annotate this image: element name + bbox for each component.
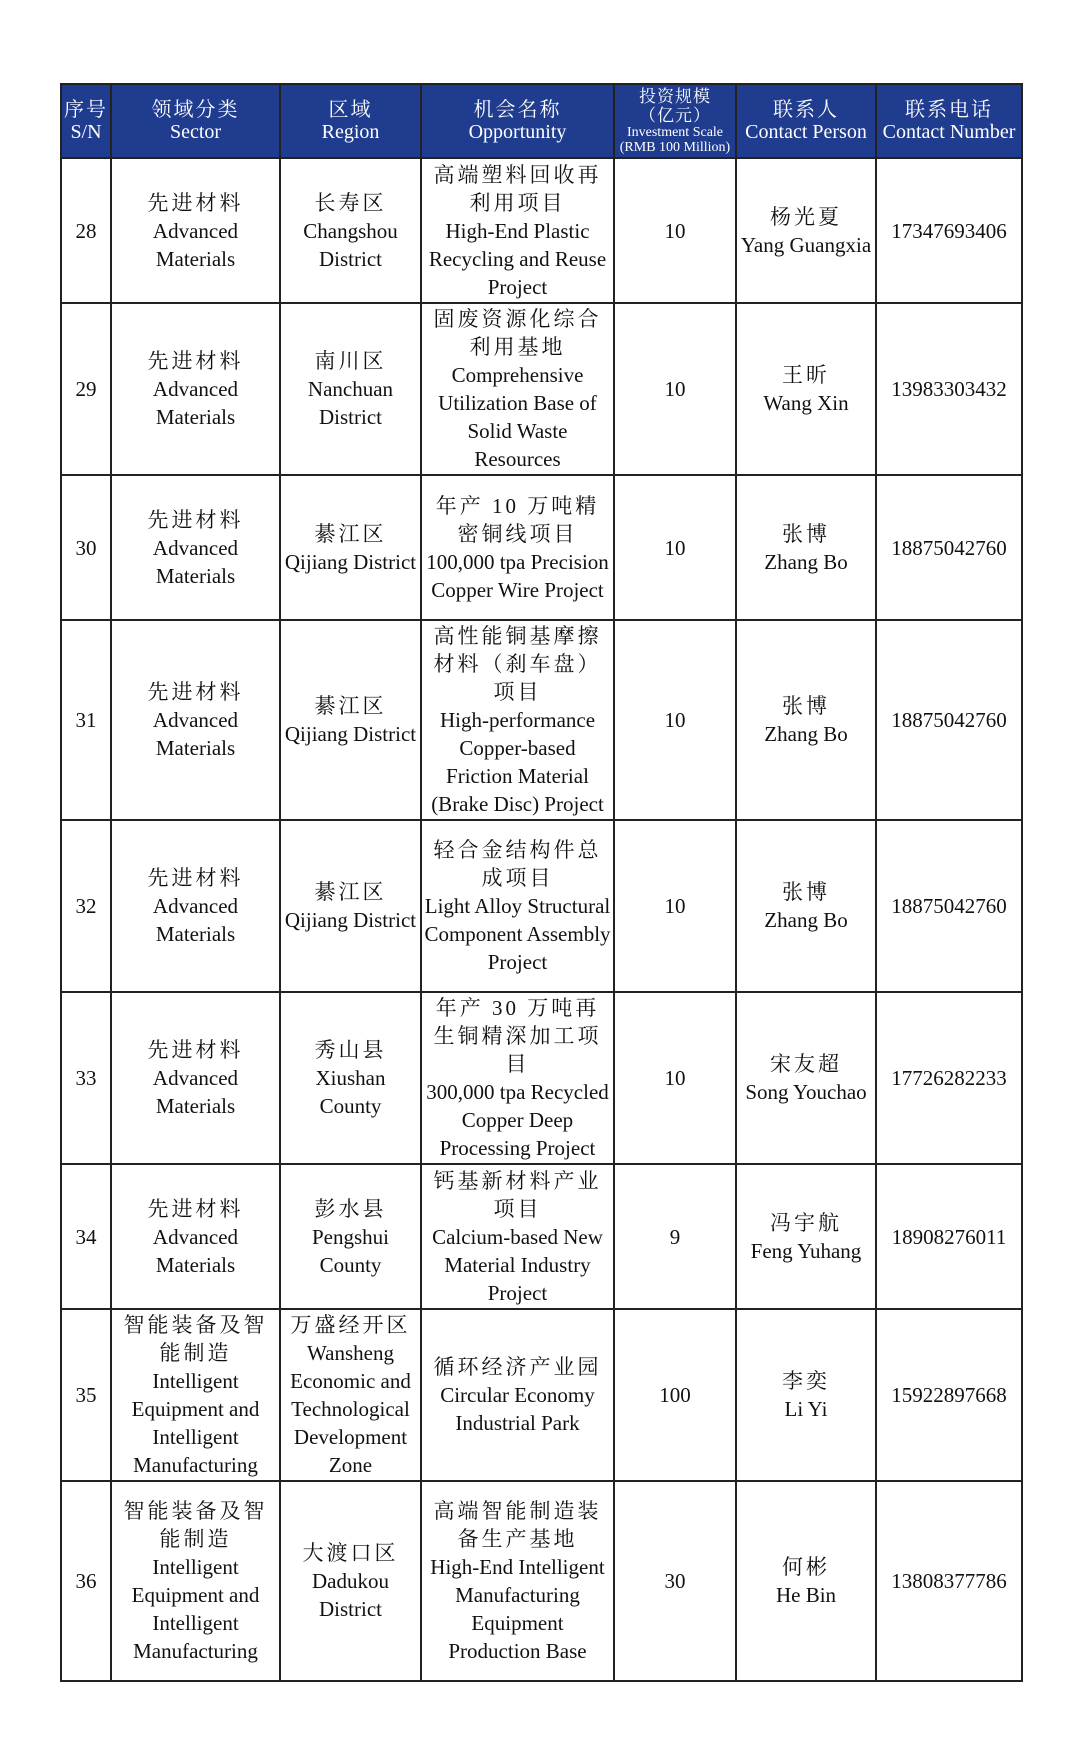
contact-zh: 张博 — [782, 694, 830, 718]
sn-value: 33 — [75, 1066, 97, 1090]
phone-value: 13983303432 — [891, 377, 1007, 401]
cell-sector — [111, 620, 280, 820]
cell-scale — [614, 1481, 736, 1681]
sector-zh: 先进材料 — [147, 1038, 244, 1062]
cell-sector — [111, 1309, 280, 1481]
cell-region — [280, 1309, 421, 1481]
sector-zh: 先进材料 — [147, 190, 244, 215]
cell-phone — [876, 620, 1022, 820]
opportunity-en: High-End Plastic Recycling and Reuse Project — [428, 218, 607, 299]
scale-value: 10 — [664, 708, 686, 732]
phone-value: 13808377786 — [891, 1569, 1007, 1593]
contact-zh: 宋友超 — [770, 1052, 842, 1076]
header-phone-en: Contact Number — [882, 121, 1016, 143]
cell-region — [280, 820, 421, 992]
header-scale-zh2: （亿元） — [639, 106, 711, 125]
header-contact-zh: 联系人 — [773, 99, 839, 121]
opportunity-en: Light Alloy Structural Component Assembly Project — [424, 894, 611, 974]
header-scale-en1: Investment Scale — [626, 125, 724, 140]
cell-sn — [61, 1309, 111, 1481]
header-opportunity — [421, 84, 614, 158]
cell-opportunity — [421, 620, 614, 820]
region-en: Qijiang District — [284, 549, 417, 574]
cell-opportunity — [421, 992, 614, 1164]
cell-phone — [876, 158, 1022, 303]
cell-sector — [111, 475, 280, 620]
sector-en: Advanced Materials — [152, 1224, 239, 1277]
header-region-zh: 区域 — [328, 99, 373, 121]
phone-value: 17726282233 — [891, 1066, 1007, 1090]
header-phone — [876, 84, 1022, 158]
cell-sn — [61, 475, 111, 620]
region-zh: 彭水县 — [314, 1196, 387, 1221]
header-sector — [111, 84, 280, 158]
header-opportunity-en: Opportunity — [468, 121, 567, 143]
cell-scale — [614, 1309, 736, 1481]
sector-zh: 智能装备及智能制造 — [123, 1313, 268, 1365]
cell-region — [280, 475, 421, 620]
phone-value: 18875042760 — [891, 894, 1007, 918]
opportunity-en: High-performance Copper-based Friction Material (Brake Disc) Project — [431, 708, 604, 816]
table-body — [61, 158, 1022, 1681]
contact-zh: 王昕 — [782, 363, 830, 387]
cell-sector — [111, 1481, 280, 1681]
sn-value: 35 — [75, 1383, 97, 1407]
cell-phone — [876, 1309, 1022, 1481]
header-region — [280, 84, 421, 158]
phone-value: 15922897668 — [891, 1383, 1007, 1407]
cell-region — [280, 158, 421, 303]
scale-value: 9 — [669, 1224, 681, 1249]
sn-value: 31 — [75, 708, 97, 732]
contact-zh: 冯宇航 — [770, 1210, 842, 1235]
opportunity-zh: 钙基新材料产业项目 — [433, 1168, 602, 1221]
investment-opportunities-table — [60, 83, 1023, 1682]
contact-zh: 杨光夏 — [770, 204, 842, 229]
sector-zh: 先进材料 — [147, 1196, 244, 1221]
cell-sn — [61, 1164, 111, 1309]
contact-zh: 张博 — [782, 521, 830, 546]
cell-opportunity — [421, 303, 614, 475]
sn-value: 36 — [75, 1569, 97, 1593]
sector-en: Advanced Materials — [152, 535, 239, 588]
sector-en: Intelligent Equipment and Intelligent Manufacturing — [131, 1555, 260, 1663]
investment-table-container — [60, 83, 1021, 1682]
opportunity-zh: 高端智能制造装备生产基地 — [433, 1499, 602, 1551]
cell-opportunity — [421, 1481, 614, 1681]
opportunity-en: High-End Intelligent Manufacturing Equipment Production Base — [430, 1555, 605, 1663]
opportunity-zh: 固废资源化综合利用基地 — [433, 307, 602, 359]
header-contact-en: Contact Person — [745, 121, 867, 143]
header-sector-zh: 领域分类 — [151, 99, 240, 121]
cell-contact — [736, 1481, 876, 1681]
cell-phone — [876, 475, 1022, 620]
region-zh: 綦江区 — [314, 880, 387, 904]
sector-zh: 先进材料 — [147, 680, 244, 704]
header-scale-en2: (RMB 100 Million) — [619, 140, 731, 155]
sector-en: Advanced Materials — [152, 894, 239, 946]
sector-zh: 智能装备及智能制造 — [123, 1499, 268, 1551]
contact-en: Zhang Bo — [764, 722, 848, 746]
cell-opportunity — [421, 158, 614, 303]
opportunity-zh: 高性能铜基摩擦材料（刹车盘）项目 — [433, 624, 602, 704]
scale-value: 10 — [664, 894, 686, 918]
cell-contact — [736, 620, 876, 820]
cell-region — [280, 992, 421, 1164]
header-sn-zh: 序号 — [64, 99, 108, 121]
cell-region — [280, 1164, 421, 1309]
cell-sn — [61, 992, 111, 1164]
region-zh: 大渡口区 — [302, 1541, 399, 1565]
cell-opportunity — [421, 820, 614, 992]
opportunity-en: 300,000 tpa Recycled Copper Deep Processing Project — [426, 1080, 609, 1160]
header-row — [61, 84, 1022, 158]
contact-zh: 李奕 — [782, 1369, 830, 1393]
cell-sn — [61, 820, 111, 992]
opportunity-zh: 年产 10 万吨精密铜线项目 — [435, 493, 600, 546]
header-scale-zh1: 投资规模 — [639, 87, 711, 106]
scale-value: 10 — [664, 218, 686, 243]
region-zh: 万盛经开区 — [290, 1313, 411, 1337]
contact-zh: 张博 — [782, 880, 830, 904]
opportunity-zh: 循环经济产业园 — [433, 1355, 602, 1379]
region-en: Wansheng Economic and Technological Development Zone — [290, 1341, 411, 1477]
cell-contact — [736, 820, 876, 992]
region-en: Changshou District — [303, 218, 398, 271]
header-scale — [614, 84, 736, 158]
cell-contact — [736, 303, 876, 475]
cell-sn — [61, 620, 111, 820]
cell-scale — [614, 475, 736, 620]
cell-phone — [876, 1481, 1022, 1681]
sector-en: Advanced Materials — [152, 708, 239, 760]
phone-value: 18875042760 — [891, 708, 1007, 732]
cell-phone — [876, 1164, 1022, 1309]
cell-scale — [614, 820, 736, 992]
region-zh: 綦江区 — [314, 694, 387, 718]
contact-en: Li Yi — [784, 1397, 828, 1421]
cell-phone — [876, 303, 1022, 475]
table-row — [61, 303, 1022, 475]
opportunity-en: 100,000 tpa Precision Copper Wire Project — [426, 549, 609, 602]
cell-region — [280, 1481, 421, 1681]
region-en: Qijiang District — [284, 908, 417, 932]
cell-scale — [614, 620, 736, 820]
region-en: Qijiang District — [284, 722, 417, 746]
table-row — [61, 475, 1022, 620]
cell-sn — [61, 158, 111, 303]
cell-opportunity — [421, 1164, 614, 1309]
cell-sector — [111, 1164, 280, 1309]
table-header — [61, 84, 1022, 158]
scale-value: 100 — [659, 1383, 691, 1407]
sector-zh: 先进材料 — [147, 349, 244, 373]
opportunity-en: Calcium-based New Material Industry Project — [432, 1224, 603, 1305]
cell-opportunity — [421, 1309, 614, 1481]
contact-en: Song Youchao — [745, 1080, 867, 1104]
header-region-en: Region — [321, 121, 380, 143]
cell-contact — [736, 1164, 876, 1309]
header-sn — [61, 84, 111, 158]
phone-value: 18875042760 — [891, 535, 1007, 560]
region-zh: 秀山县 — [314, 1038, 387, 1062]
sector-en: Intelligent Equipment and Intelligent Manufacturing — [131, 1369, 260, 1477]
contact-en: Feng Yuhang — [750, 1238, 862, 1263]
region-zh: 南川区 — [314, 349, 387, 373]
sector-zh: 先进材料 — [147, 507, 244, 532]
sector-zh: 先进材料 — [147, 866, 244, 890]
table-row — [61, 1481, 1022, 1681]
table-row — [61, 620, 1022, 820]
cell-sector — [111, 820, 280, 992]
sn-value: 29 — [75, 377, 97, 401]
header-sector-en: Sector — [169, 121, 222, 143]
sector-en: Advanced Materials — [152, 377, 239, 429]
region-en: Pengshui County — [311, 1224, 389, 1277]
cell-sector — [111, 303, 280, 475]
opportunity-zh: 年产 30 万吨再生铜精深加工项目 — [433, 996, 602, 1076]
cell-contact — [736, 1309, 876, 1481]
sn-value: 30 — [75, 535, 97, 560]
header-contact — [736, 84, 876, 158]
phone-value: 18908276011 — [891, 1224, 1007, 1249]
header-sn-en: S/N — [70, 121, 102, 143]
cell-region — [280, 620, 421, 820]
opportunity-zh: 高端塑料回收再利用项目 — [433, 162, 602, 215]
opportunity-zh: 轻合金结构件总成项目 — [433, 838, 602, 890]
contact-en: Zhang Bo — [764, 908, 848, 932]
contact-en: Zhang Bo — [764, 549, 848, 574]
contact-zh: 何彬 — [782, 1555, 830, 1579]
cell-sn — [61, 303, 111, 475]
header-phone-zh: 联系电话 — [905, 99, 993, 121]
cell-contact — [736, 158, 876, 303]
cell-scale — [614, 303, 736, 475]
region-en: Xiushan County — [315, 1066, 386, 1118]
region-en: Dadukou District — [312, 1569, 389, 1621]
opportunity-en: Circular Economy Industrial Park — [440, 1383, 595, 1435]
table-row — [61, 1164, 1022, 1309]
phone-value: 17347693406 — [891, 218, 1007, 243]
table-row — [61, 820, 1022, 992]
cell-scale — [614, 158, 736, 303]
cell-scale — [614, 992, 736, 1164]
sn-value: 32 — [75, 894, 97, 918]
scale-value: 10 — [664, 377, 686, 401]
cell-sector — [111, 158, 280, 303]
cell-region — [280, 303, 421, 475]
table-row — [61, 158, 1022, 303]
sn-value: 28 — [75, 218, 97, 243]
region-en: Nanchuan District — [307, 377, 394, 429]
table-row — [61, 992, 1022, 1164]
contact-en: Yang Guangxia — [740, 232, 872, 257]
region-zh: 长寿区 — [314, 190, 387, 215]
cell-sn — [61, 1481, 111, 1681]
opportunity-en: Comprehensive Utilization Base of Solid Waste Resources — [438, 363, 597, 471]
scale-value: 30 — [664, 1569, 686, 1593]
cell-contact — [736, 475, 876, 620]
sn-value: 34 — [75, 1224, 97, 1249]
table-row — [61, 1309, 1022, 1481]
header-opportunity-zh: 机会名称 — [473, 99, 562, 121]
contact-en: Wang Xin — [763, 391, 849, 415]
cell-contact — [736, 992, 876, 1164]
cell-phone — [876, 820, 1022, 992]
sector-en: Advanced Materials — [152, 1066, 239, 1118]
scale-value: 10 — [664, 535, 686, 560]
cell-sector — [111, 992, 280, 1164]
cell-phone — [876, 992, 1022, 1164]
contact-en: He Bin — [775, 1583, 837, 1607]
scale-value: 10 — [664, 1066, 686, 1090]
sector-en: Advanced Materials — [152, 218, 239, 271]
cell-scale — [614, 1164, 736, 1309]
cell-opportunity — [421, 475, 614, 620]
region-zh: 綦江区 — [314, 521, 387, 546]
